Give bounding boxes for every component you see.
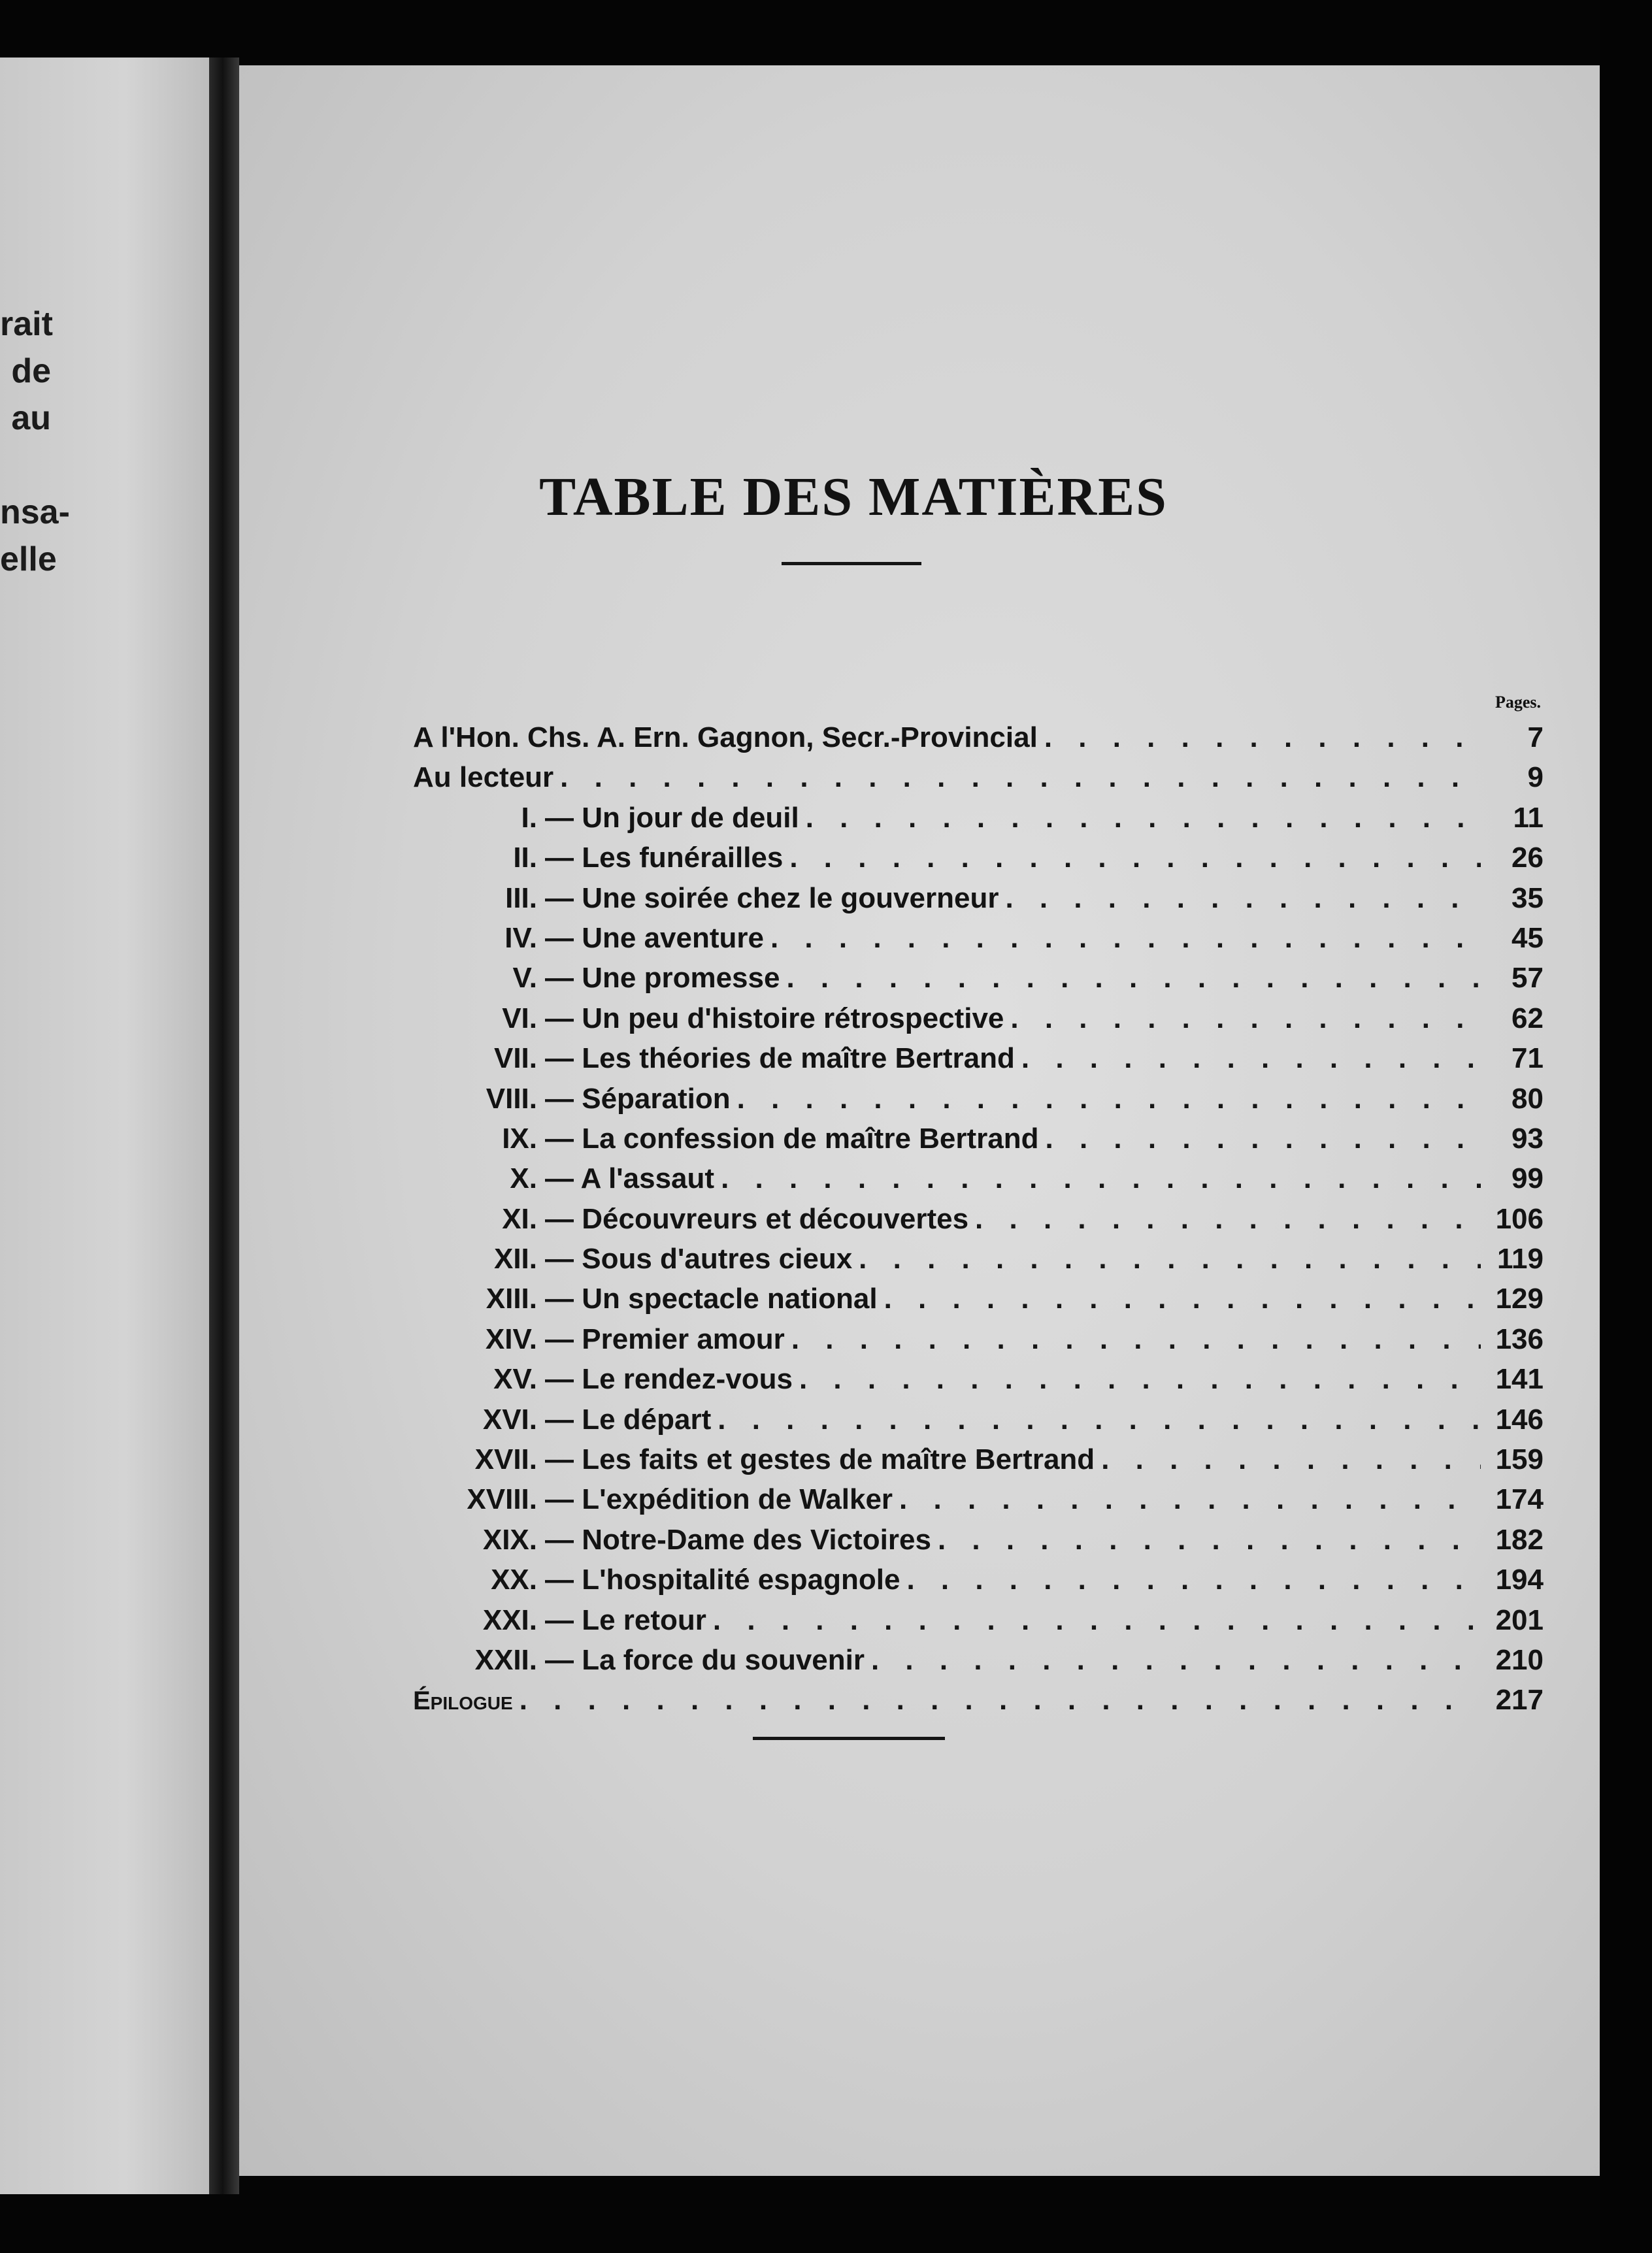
chapter-number: XVIII. [467,1483,537,1516]
toc-entry [413,842,1544,881]
toc-entry [413,922,1544,962]
dot-leader [780,962,1481,995]
left-page-text-fragments [0,301,70,583]
left-fragment-gap [0,442,51,489]
closing-rule [753,1737,945,1740]
chapter-number: IX. [502,1122,537,1155]
chapter-title: — Premier amour [545,1323,785,1355]
dot-leader [714,1162,1481,1195]
chapter-title: — L'hospitalité espagnole [545,1564,900,1596]
dot-leader [1004,1002,1481,1035]
dot-leader [878,1283,1481,1315]
left-fragment: de [11,352,51,390]
toc-entry [413,962,1544,1002]
page-number: 80 [1512,1082,1544,1115]
dot-leader [793,1363,1481,1396]
dot-leader [1039,1123,1481,1155]
chapter-title: — Les funérailles [545,842,784,874]
chapter-title: — Le départ [545,1403,712,1436]
toc-entry [413,1162,1544,1202]
toc-entry [413,1483,1544,1523]
toc-entry [413,1042,1544,1082]
chapter-number: V. [512,962,537,995]
chapter-title: Épilogue [413,1686,513,1716]
dot-leader [999,882,1481,915]
chapter-number: I. [521,801,537,834]
chapter-title: — Le retour [545,1603,706,1636]
chapter-number: VIII. [486,1082,537,1115]
page-title: TABLE DES MATIÈRES [539,467,1168,527]
dot-leader [731,1083,1481,1115]
chapter-title: A l'Hon. Chs. A. Ern. Gagnon, Secr.-Provincial [413,721,1038,753]
toc-entry [413,1083,1544,1123]
chapter-title: — La force du souvenir [545,1643,865,1676]
page-number: 26 [1512,842,1544,874]
toc-entry [413,1002,1544,1042]
dot-leader [764,922,1481,955]
chapter-number: XIII. [486,1283,537,1315]
dot-leader [931,1524,1481,1556]
page-number: 57 [1512,962,1544,995]
chapter-number: XVII. [474,1443,537,1476]
chapter-title: — Le rendez-vous [545,1363,793,1396]
chapter-title: — Un spectacle national [545,1283,878,1315]
book-gutter [209,58,239,2194]
page-number: 119 [1497,1243,1544,1275]
toc-entry [413,1323,1544,1363]
chapter-number: XII. [493,1243,537,1275]
page-number: 210 [1495,1643,1544,1676]
dot-leader [852,1243,1481,1275]
chapter-title: Au lecteur [413,761,554,794]
page-number: 136 [1495,1323,1544,1355]
page-number: 71 [1512,1042,1544,1075]
chapter-number: XIX. [482,1523,537,1556]
left-fragment: nsa- [0,493,70,531]
dot-leader [706,1604,1481,1637]
chapter-title: — Sous d'autres cieux [545,1243,853,1275]
chapter-number: XX. [491,1564,537,1596]
chapter-title: — Une promesse [545,962,780,995]
pages-column-header: Pages. [1495,693,1541,712]
dot-leader [513,1684,1481,1717]
dot-leader [783,842,1481,874]
page-number: 146 [1495,1403,1544,1436]
page-number: 62 [1512,1002,1544,1034]
chapter-title: — A l'assaut [545,1162,715,1195]
chapter-title: — Les faits et gestes de maître Bertrand [545,1443,1095,1476]
toc-entry [413,1644,1544,1684]
chapter-number: III. [505,881,537,914]
toc-entry [413,1243,1544,1283]
chapter-number: VI. [502,1002,537,1034]
page-number: 106 [1495,1202,1544,1235]
chapter-number: XVI. [482,1403,537,1436]
dot-leader [968,1203,1481,1236]
chapter-title: — La confession de maître Bertrand [545,1122,1039,1155]
chapter-title: — Une aventure [545,921,764,954]
toc-entry [413,882,1544,922]
page-number: 159 [1495,1443,1544,1476]
page-number: 35 [1512,881,1544,914]
toc-entry [413,1564,1544,1603]
page-number: 45 [1512,921,1544,954]
page-number: 174 [1495,1483,1544,1516]
chapter-title: — Séparation [545,1082,731,1115]
left-fragment: elle [0,540,57,578]
dot-leader [893,1483,1481,1516]
chapter-title: — Les théories de maître Bertrand [545,1042,1015,1075]
page-number: 11 [1513,801,1544,834]
dot-leader [799,802,1481,834]
chapter-title: — Découvreurs et découvertes [545,1202,969,1235]
dot-leader [553,761,1481,794]
dot-leader [1015,1042,1481,1075]
left-fragment: au [11,399,51,437]
toc-entry [413,1123,1544,1162]
chapter-title: — Un peu d'histoire rétrospective [545,1002,1004,1034]
chapter-title: — Une soirée chez le gouverneur [545,881,999,914]
chapter-title: — Un jour de deuil [545,801,799,834]
dot-leader [711,1404,1481,1436]
chapter-number: VII. [493,1042,537,1075]
chapter-number: XXII. [474,1643,537,1676]
dot-leader [785,1323,1481,1356]
chapter-number: XI. [502,1202,537,1235]
toc-entry [413,1443,1544,1483]
toc-entry [413,1203,1544,1243]
toc-entry [413,802,1544,842]
chapter-title: — L'expédition de Walker [545,1483,893,1516]
page-number: 201 [1495,1603,1544,1636]
dot-leader [900,1564,1481,1596]
page-number: 194 [1495,1564,1544,1596]
toc-page [239,65,1600,2176]
page-number: 99 [1512,1162,1544,1195]
chapter-number: IV. [504,921,537,954]
chapter-number: II. [513,842,537,874]
toc-rows [413,721,1544,1724]
page-number: 7 [1527,721,1544,753]
page-number: 141 [1495,1363,1544,1396]
toc-entry [413,1604,1544,1644]
dot-leader [1095,1443,1481,1476]
toc-entry [413,1283,1544,1323]
table-of-contents [413,693,1544,1724]
page-number: 129 [1495,1283,1544,1315]
chapter-number: XIV. [485,1323,537,1355]
chapter-title: — Notre-Dame des Victoires [545,1523,931,1556]
scan-right-border [1600,0,1652,2253]
toc-entry [413,1363,1544,1403]
chapter-number: XV. [493,1363,537,1396]
chapter-number: X. [510,1162,537,1195]
page-number: 217 [1495,1684,1544,1717]
page-number: 9 [1527,761,1544,794]
dot-leader [1038,721,1481,754]
dot-leader [865,1644,1481,1677]
left-fragment: rait [0,305,53,343]
toc-entry [413,1404,1544,1443]
page-number: 93 [1512,1122,1544,1155]
title-rule [782,562,921,565]
toc-entry [413,1524,1544,1564]
chapter-number: XXI. [482,1603,537,1636]
toc-entry [413,1684,1544,1724]
toc-entry [413,721,1544,761]
toc-entry [413,761,1544,801]
page-number: 182 [1495,1523,1544,1556]
